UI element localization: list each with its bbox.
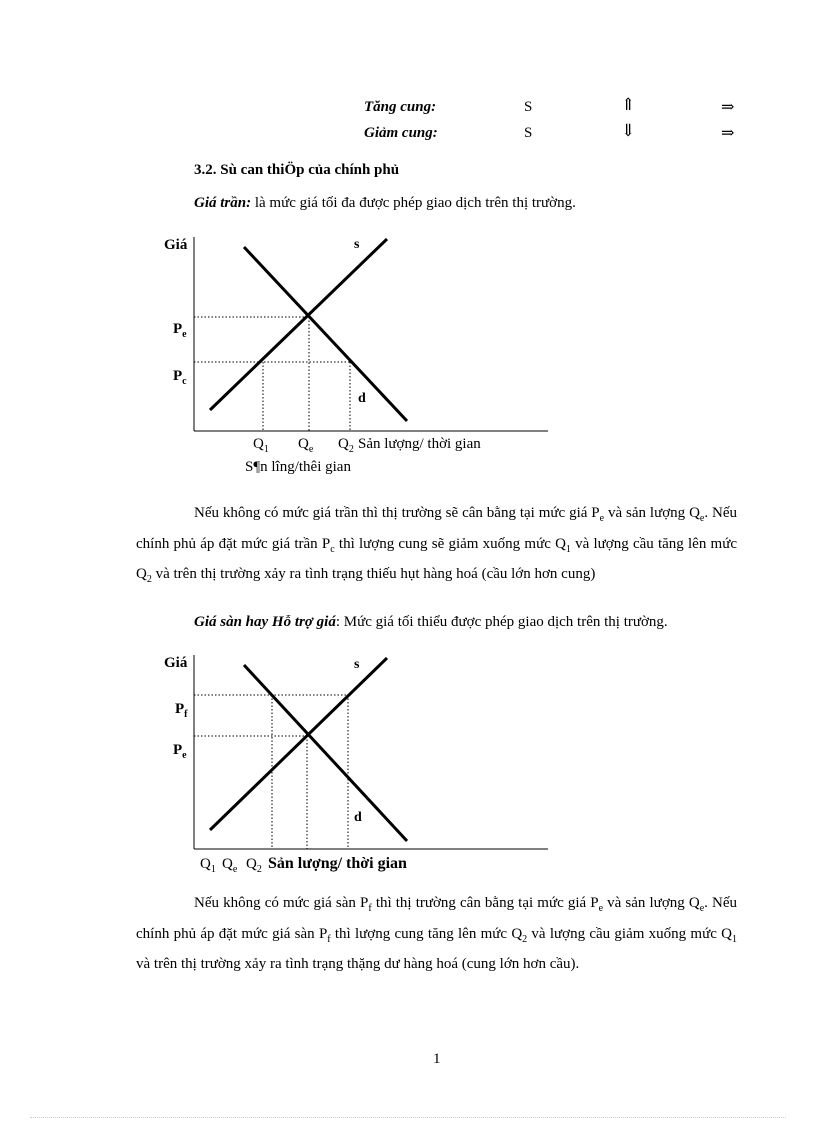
supply-curve xyxy=(210,658,387,830)
demand-label: d xyxy=(358,391,366,406)
demand-curve xyxy=(244,665,407,841)
implies-arrow-icon: ⇒ xyxy=(721,125,735,142)
ceiling-paragraph: Nếu không có mức giá trần thì thị trường sẽ cân bằng tại mức giá $P_e$ và sản lượng $Q_e$. Nếu chính phủ áp đặt mức giá trần $P_c$ thì lượng cung sẽ giảm xuống mức $Q_1$ và lượng cầu tăng lên mức $Q_2$ và trên thị trường xảy ra tình trạng thiếu hụt hàng hoá (cầu lớn hơn cung) xyxy=(136,505,738,585)
up-arrow-icon: ⇑ xyxy=(621,95,636,114)
pe-label: $P_e$ xyxy=(173,742,187,761)
row-decrease-label: Giảm cung: xyxy=(364,125,438,141)
q1-label: $Q_1$ xyxy=(253,436,269,455)
q2-label: $Q_2$ xyxy=(338,436,354,455)
q2-label: $Q_2$ xyxy=(246,856,262,875)
y-axis-label: Giá xyxy=(164,655,188,671)
floor-definition xyxy=(194,614,668,631)
supply-label: s xyxy=(354,237,360,252)
ceiling-term: Giá trần: xyxy=(194,195,252,211)
ceiling-definition xyxy=(194,195,576,212)
price-ceiling-chart xyxy=(150,225,560,480)
floor-term: Giá sàn hay Hỗ trợ giá xyxy=(194,614,336,630)
row-decrease-symbol: S xyxy=(524,125,533,141)
ceiling-definition-text: là mức giá tối đa được phép giao dịch trên thị trường. xyxy=(251,195,576,211)
row-increase-label: Tăng cung: xyxy=(364,99,437,115)
floor-definition-text: : Mức giá tối thiểu được phép giao dịch trên thị trường. xyxy=(335,614,668,630)
pe-label: $P_e$ xyxy=(173,321,187,340)
down-arrow-icon: ⇓ xyxy=(621,121,636,140)
footer-divider xyxy=(30,1117,786,1118)
qe-label: $Q_e$ xyxy=(222,856,238,875)
x-axis-label: Sản lượng/ thời gian xyxy=(268,855,407,872)
supply-label: s xyxy=(354,657,360,672)
x-axis-label-garbled: S¶n lîng/thêi gian xyxy=(245,459,351,475)
row-increase-symbol: S xyxy=(524,99,533,115)
floor-paragraph: Nếu không có mức giá sàn $P_f$ thì thị trường cân bằng tại mức giá $P_e$ và sản lượng $Q_e$. Nếu chính phủ áp đặt mức giá sàn $P_f$ thì lượng cung tăng lên mức $Q_2$ và lượng cầu giảm xuống mức $Q_1$ và trên thị trường xảy ra tình trạng thặng dư hàng hoá (cung lớn hơn cầu). xyxy=(136,895,737,972)
pf-label: $P_f$ xyxy=(175,701,188,720)
section-heading: 3.2. Sù can thiÖp của chính phủ xyxy=(194,162,400,178)
supply-curve xyxy=(210,239,387,410)
implies-arrow-icon: ⇒ xyxy=(721,99,735,116)
qe-label: $Q_e$ xyxy=(298,436,314,455)
x-axis-label: Sản lượng/ thời gian xyxy=(358,436,481,452)
demand-curve xyxy=(244,247,407,421)
page-number: 1 xyxy=(433,1051,441,1067)
price-floor-chart xyxy=(150,640,560,875)
pc-label: $P_c$ xyxy=(173,368,187,387)
q1-label: $Q_1$ xyxy=(200,856,216,875)
y-axis-label: Giá xyxy=(164,237,188,253)
demand-label: d xyxy=(354,810,362,825)
